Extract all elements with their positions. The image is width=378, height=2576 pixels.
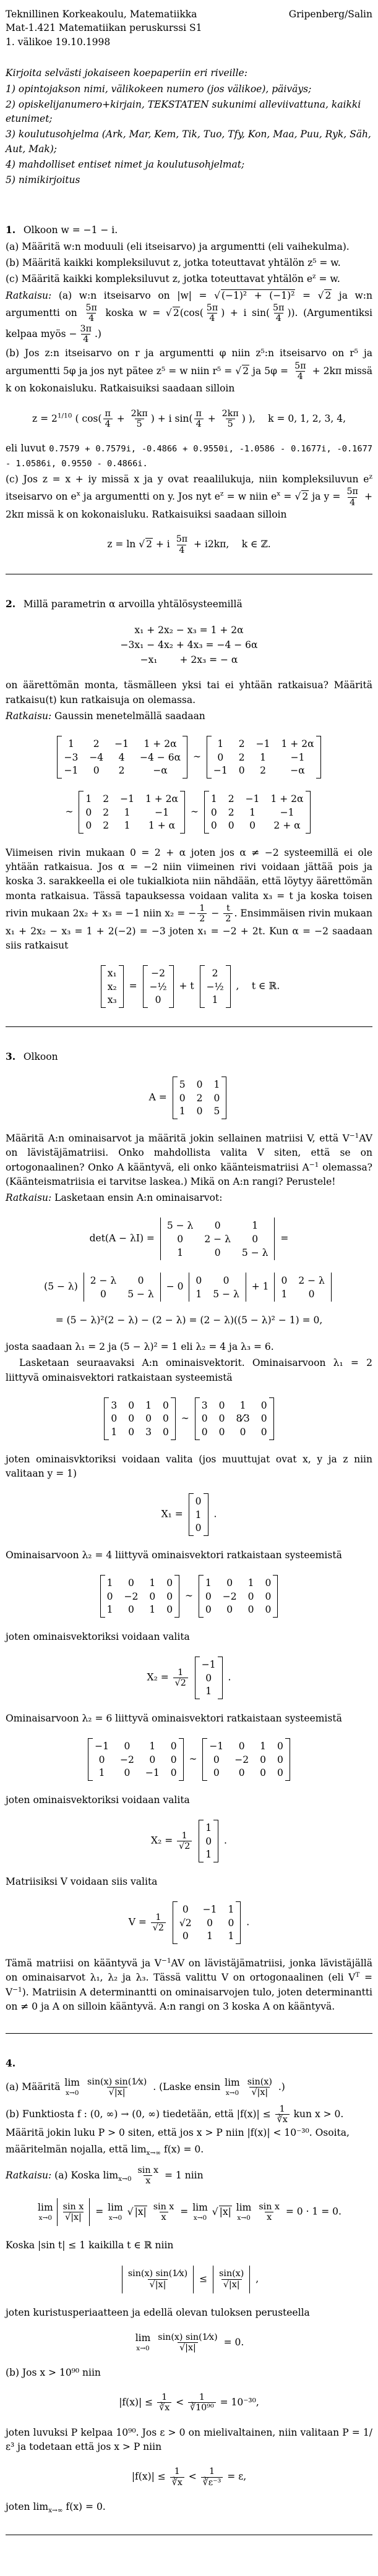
square-root: √ 2 [317,289,332,301]
display-equation: 1 2 −1 1 + 2α −3 −4 4 −4 − 6α −1 0 2 −α ∼ 1 2 −1 1 + 2α 0 2 1 −1 −1 0 2 −α [6,736,372,778]
display-equation: det(A − λI) = 5 − λ 0 1 0 2 − λ 0 1 0 5 − λ = [6,1218,372,1260]
paragraph: Matriisiksi V voidaan siis valita [6,1876,158,1888]
horizontal-rule [6,2033,372,2034]
matrix: 1 2 −1 1 + 2α 0 2 1 −1 0 0 0 2 + α [204,791,311,834]
display-equation: (5 − λ) 2 − λ 0 0 5 − λ − 0 0 0 1 5 − λ + 1 0 2 − λ 1 0 [6,1273,372,1302]
matrix: −1 0 1 0 0 −2 0 0 1 0 −1 0 [88,1738,183,1781]
square-root: √ 2 [165,307,179,318]
display-equation: x₁ x₂ x₃ = −2 −½ 0 + t 2 −½ 1 , t ∈ ℝ. [6,965,372,1008]
matrix: 1 0 1 [199,1820,218,1862]
fraction: $\frac{2k\pi}{5}$ [221,408,239,430]
display-equation: X₁ = 0 1 0 . [6,1493,372,1536]
document-header [6,7,372,49]
horizontal-rule [6,1026,372,1027]
display-equation: $\frac{\sin(x) \sin(1⁄x)}{√|x|}$ ≤ $\frac{\sin(x)}{√|x|}$ , [6,2266,372,2293]
course-title: Mat-1.421 Matematiikan peruskurssi S1 [6,22,202,34]
matrix: 1 0 1 0 0 −2 0 0 0 0 0 0 [199,1575,278,1618]
paragraph: josta saadaan λ₁ = 2 ja (5 − λ)² = 1 eli λ₂ = 4 ja λ₃ = 6. [6,1341,274,1353]
fraction: $\frac{\pi}{4}$ [194,409,203,430]
matrix: −1 0 1 [195,1657,223,1699]
fraction: $\frac{1}{\text{∛ε⁻³}}$ [201,2467,223,2488]
matrix: 1 2 −1 1 + 2α −3 −4 4 −4 − 6α −1 0 2 −α [57,736,187,778]
square-root: √ (−1)² + (−1)² [214,289,295,301]
matrix: x₁ x₂ x₃ [101,965,124,1008]
matrix: −1 0 1 0 0 −2 0 0 0 0 0 0 [202,1738,290,1781]
paragraph: Lasketaan seuraavaksi A:n ominaisvektorit. Ominaisarvoon λ₁ = 2 liittyvä ominaisvektori ratkaistaan systeemistä [6,1357,372,1383]
square-root: √ 2 [294,491,309,503]
fraction: $\frac{5\pi}{4}$ [206,302,218,324]
paragraph: Kirjoita selvästi jokaiseen koepaperiin eri riveille: [6,67,247,79]
fraction: $\frac{1}{\text{∛10⁹⁰}}$ [188,2392,216,2413]
limit: lim x→0 [38,2202,53,2222]
fraction: $\frac{1}{√2}$ [173,1668,188,1689]
paragraph: (c) Jos z = x + iy missä x ja y ovat reaalilukuja, niin kompleksiluvun $e^z$ itseisarvo on $e^x$ ja argumentti on y. Jos nyt $e^z = w$ niin $e^x$ = √ 2 ja y = $\frac{5\pi}{4}$ + 2kπ missä k on kokonaisluku. Ratkaisuiksi saadaan silloin [6,472,373,521]
fraction: $\frac{1}{∛x}$ [275,2104,290,2125]
square-root: √ 2 [139,539,152,550]
fraction: $\frac{\text{sin x}}{x}$ [137,2165,159,2186]
display-equation: X₂ = $\frac{1}{√2}$ 1 0 1 . [6,1820,372,1862]
paragraph: 2. Millä parametrin α arvoilla yhtälösysteemillä [6,598,243,610]
vertical-bar [249,2266,250,2293]
fraction: $\frac{\pi}{4}$ [103,409,112,430]
paragraph: Koska |sin t| ≤ 1 kaikilla t ∈ ℝ niin [6,2240,174,2251]
paragraph: joten ominaisvektoriksi voidaan valita [6,1794,190,1806]
display-equation: |f(x)| ≤ $\frac{1}{∛x}$ < $\frac{1}{\text{∛ε⁻³}}$ = ε, [131,2467,247,2488]
authors: Gripenberg/Salin [288,9,372,20]
vertical-bar [89,2198,90,2226]
limit: lim x→0 [192,2202,208,2222]
fraction: $\frac{1}{∛x}$ [157,2392,171,2413]
exam-date: 1. välikoe 19.10.1998 [6,36,111,48]
paragraph: on äärettömän monta, täsmälleen yksi tai ei yhtään ratkaisua? Määritä ratkaisu(t) kun ratkaisuja on olemassa. [6,680,372,706]
display-equation: V = $\frac{1}{√2}$ 0 −1 1 √2 0 0 0 1 1 . [6,1901,372,1944]
display-equation: lim x→0 $\frac{\sin(x) \sin(1⁄x)}{√|x|}$ = 0. [135,2332,244,2353]
paragraph: (a) Määritä w:n moduuli (eli itseisarvo) ja argumentti (eli vaihekulma). [6,241,350,252]
limit: lim x→0 [236,2202,252,2222]
paragraph: (b) Määritä kaikki kompleksiluvut z, jotka toteuttavat yhtälön z⁵ = w. [6,257,341,268]
determinant: 5 − λ 0 1 0 2 − λ 0 1 0 5 − λ [160,1218,275,1260]
paragraph: joten luvuksi P kelpaa 10⁹⁰. Jos ε > 0 on mielivaltainen, niin valitaan P = 1/ε³ ja todetaan että jos x > P niin [6,2426,372,2452]
square-root: √ |x| [127,2206,147,2217]
display-equation: 1 0 1 0 0 −2 0 0 1 0 1 0 ∼ 1 0 1 0 0 −2 0 0 0 0 0 0 [6,1575,372,1618]
paragraph: Määritä A:n ominaisarvot ja määritä jokin sellainen matriisi V, että $V^{-1}AV$ on lävistäjämatriisi. Onko mahdollista valita V siten, että se on ortogonaalinen? Onko A kääntyvä, eli onko käänteismatriisi $A^{-1}$ olemassa? (Käänteismatriisia ei tarvitse laskea.) Mikä on A:n rangi? Perustele! [6,1132,372,1187]
paragraph: joten kuristusperiaatteen ja edellä olevan tuloksen perusteella [6,2306,310,2318]
matrix: 1 2 −1 1 + 2α 0 2 1 −1 0 2 1 1 + α [79,791,185,834]
paragraph: eli luvut 0.7579 + 0.7579i, -0.4866 + 0.9550i, -1.0586 - 0.1677i, -0.1677 - 1.0586i, 0.9550 - 0.4866i. [6,443,372,469]
determinant: 0 0 1 5 − λ [189,1273,246,1302]
display-equation: = (5 − λ)²(2 − λ) − (2 − λ) = (2 − λ)((5 − λ)² − 1) = 0, [55,1315,323,1326]
display-equation: |f(x)| ≤ $\frac{1}{∛x}$ < $\frac{1}{\text{∛10⁹⁰}}$ = 10⁻³⁰, [119,2392,259,2413]
matrix: 3 0 1 0 0 0 8⁄3 0 0 0 0 0 [195,1397,274,1440]
fraction: $\frac{\text{sin x}}{x}$ [259,2202,280,2223]
fraction: $\frac{\sin(x) \sin(1⁄x)}{√|x|}$ [87,2076,147,2098]
paragraph: 2) opiskelijanumero+kirjain, TEKSTATEN sukunimi alleviivattuna, kaikki etunimet; [6,98,361,125]
paragraph: 1) opintojakson nimi, välikokeen numero (jos välikoe), päiväys; [6,83,312,95]
paragraph: 3. Olkoon [6,1050,58,1062]
vertical-bar [57,2198,58,2226]
equation-system: x₁ + 2x₂ − x₃ = 1 + 2α −3x₁ − 4x₂ + 4x₃ = −4 − 6α −x₁ + 2x₃ = − α [120,625,258,666]
fraction: $\frac{\sin(x)}{√|x|}$ [219,2269,244,2290]
display-equation: $z = 2^{1/10}$ ( cos( $\frac{\pi}{4}$ + $\frac{2k\pi}{5}$ ) + i sin( $\frac{\pi}{4}$ + $\frac{2k\pi}{5}$ ) ), k = 0, 1, 2, 3, 4, [32,408,346,430]
display-equation: A = 5 0 1 0 2 0 1 0 5 [6,1077,372,1119]
paragraph: Ratkaisu: (a) Koska $\lim_{x\to 0}$ $\frac{\text{sin x}}{x}$ = 1 niin [6,2165,204,2186]
display-equation: X₂ = $\frac{1}{√2}$ −1 0 1 . [6,1657,372,1699]
paragraph: 4) mahdolliset entiset nimet ja koulutusohjelmat; [6,158,245,170]
paragraph: 5) nimikirjoitus [6,174,80,186]
matrix: 2 −½ 1 [200,965,231,1008]
header-spacer [6,49,372,65]
display-equation: 3 0 1 0 0 0 0 0 1 0 3 0 ∼ 3 0 1 0 0 0 8⁄3 0 0 0 0 0 [6,1397,372,1440]
paragraph: joten $\lim_{x\to\infty} f(x) = 0$. [6,2501,106,2515]
document-content [6,66,372,2535]
spacer [6,189,372,221]
matrix: −2 −½ 0 [143,965,174,1008]
paragraph: joten ominaisvktoriksi voidaan valita (jos muuttujat ovat x, y ja z niin valitaan y = 1) [6,1453,372,1479]
square-root: √ |x| [212,2206,231,2217]
fraction: $\frac{5\pi}{4}$ [294,360,306,382]
paragraph: Tämä matriisi on kääntyvä ja $V^{-1}AV$ on lävistäjämatriisi, jonka lävistäjällä on ominaisarvot λ₁, λ₂ ja λ₃. Tässä valittu V on ortogonaalinen (eli $V^T = V^{-1}$). Matriisin A determinantti on ominaisarvojen tulo, joten determinantti on ≠ 0 ja A on silloin kääntyvä. A:n rangi on 3 koska A on kääntyvä. [6,1957,372,2013]
paragraph: Ominaisarvoon λ₂ = 6 liittyvä ominaisvektori ratkaistaan systeemistä [6,1712,342,1724]
fraction: $\frac{\text{sin x}}{x}$ [153,2202,174,2223]
display-equation: ∼ 1 2 −1 1 + 2α 0 2 1 −1 0 2 1 1 + α ∼ 1 2 −1 1 + 2α 0 2 1 −1 0 0 0 2 + α [6,791,372,834]
limit: lim x→0 [108,2202,123,2222]
fraction: $\frac{2k\pi}{5}$ [131,408,148,430]
paragraph: Ratkaisu: (a) w:n itseisarvo on |w| = √ (−1)² + (−1)² = √ 2 ja w:n argumentti on $\frac{5\pi}{4}$ koska w = √ 2(cos( $\frac{5\pi}{4}$ ) + i sin( $\frac{5\pi}{4}$ )). (Argumentiksi kelpaa myös − $\frac{3\pi}{4}$ .) [6,289,372,344]
paragraph: (b) Jos z:n itseisarvo on r ja argumentti φ niin z⁵:n itseisarvo on r⁵ ja argumentti 5φ ja jos nyt pätee z⁵ = w niin r⁵ = √ 2 ja 5φ = $\frac{5\pi}{4}$ + 2kπ missä k on kokonaisluku. Ratkaisuiksi saadaan silloin [6,348,372,395]
limit: lim x→0 [135,2332,151,2352]
paragraph: joten ominaisvektoriksi voidaan valita [6,1631,190,1642]
display-equation: z = ln √ 2 + i $\frac{5\pi}{4}$ + i2kπ, k ∈ ℤ. [107,534,271,555]
paragraph: Viimeisen rivin mukaan 0 = 2 + α joten jos α ≠ −2 systeemillä ei ole yhtään ratkaisua. Jos α = −2 niin viimeinen rivi voidaan jättää pois ja koska 3. sarakkeella ei ole tukialkiota niin nähdään, että löytyy äärettömän monta ratkaisua. Tässä tapauksessa voidaan valita x₃ = t ja koska toisen rivin mukaan 2x₂ + x₃ = −1 niin x₂ = − $\frac{1}{2}$ − $\frac{t}{2}$ . Ensimmäisen rivin mukaan x₁ + 2x₂ − x₃ = 1 + 2(−2) = −3 joten x₁ = −2 + 2t. Kun α = −2 saadaan siis ratkaisut [6,847,372,951]
fraction: $\frac{t}{2}$ [223,903,233,924]
fraction: $\frac{1}{∛x}$ [170,2467,184,2488]
fraction: $\frac{\sin(x)}{√|x|}$ [247,2076,272,2098]
display-equation: lim x→0 $\frac{\text{sin x}}{√|x|}$ = lim x→0 √ |x| $\frac{\text{sin x}}{x}$ = lim x→0 √ |x| lim x→0 $\frac{\text{sin x}}{x}$ = 0 · 1 = 0. [6,2198,372,2226]
determinant: 0 2 − λ 1 0 [274,1273,331,1302]
paragraph: Ratkaisu: Lasketaan ensin A:n ominaisarvot: [6,1192,223,1204]
display-equation: −1 0 1 0 0 −2 0 0 1 0 −1 0 ∼ −1 0 1 0 0 −2 0 0 0 0 0 0 [6,1738,372,1781]
fraction: $\frac{1}{√2}$ [151,1913,166,1934]
paragraph: Ominaisarvoon λ₂ = 4 liittyvä ominaisvektori ratkaistaan systeemistä [6,1549,342,1561]
fraction: $\frac{\sin(x) \sin(1⁄x)}{√|x|}$ [158,2332,218,2353]
institution-name: Teknillinen Korkeakoulu, Matematiikka [6,9,197,20]
square-root: √ 2 [235,365,249,377]
paragraph: (b) Funktiosta f : (0, ∞) → (0, ∞) tiedetään, että |f(x)| ≤ $\frac{1}{∛x}$ kun x > 0. Määritä jokin luku P > 0 siten, että jos x > P niin |f(x)| < 10⁻³⁰. Osoita, määritelmän nojalla, että $\lim_{x\to\infty} f(x) = 0$. [6,2104,350,2157]
matrix: 0 1 0 [189,1493,208,1536]
fraction: $\frac{1}{2}$ [197,903,207,924]
vertical-bar [193,2266,194,2293]
fraction: $\frac{5\pi}{4}$ [85,302,97,324]
paragraph: 1. Olkoon w = −1 − i. [6,224,118,236]
paragraph: (c) Määritä kaikki kompleksiluvut z, jotka toteuttavat yhtälön $e^z = w$. [6,273,340,285]
matrix: 1 0 1 0 0 −2 0 0 1 0 1 0 [100,1575,179,1618]
fraction: $\frac{5\pi}{4}$ [176,534,188,555]
fraction: $\frac{\sin(x) \sin(1⁄x)}{√|x|}$ [127,2269,188,2290]
paragraph: (b) Jos x > 10⁹⁰ niin [6,2366,101,2378]
matrix: 0 −1 1 √2 0 0 0 1 1 [173,1901,241,1944]
fraction: $\frac{5\pi}{4}$ [346,487,358,508]
limit: lim x→0 [64,2077,80,2097]
paragraph: (a) Määritä lim x→0 $\frac{\sin(x) \sin(1⁄x)}{√|x|}$ . (Laske ensin lim x→0 $\frac{\sin(x)}{√|x|}$ .) [6,2076,285,2098]
paragraph: Ratkaisu: Gaussin menetelmällä saadaan [6,710,205,722]
limit: lim x→0 [225,2077,240,2097]
fraction: $\frac{\text{sin x}}{√|x|}$ [62,2202,84,2223]
fraction: $\frac{1}{√2}$ [177,1831,192,1852]
matrix: 3 0 1 0 0 0 0 0 1 0 3 0 [104,1397,176,1440]
paragraph: 4. [6,2057,16,2069]
matrix: 5 0 1 0 2 0 1 0 5 [173,1077,227,1119]
determinant: 2 − λ 0 0 5 − λ [84,1273,161,1302]
fraction: $\frac{5\pi}{4}$ [273,302,285,324]
paragraph: 3) koulutusohjelma (Ark, Mar, Kem, Tik, Tuo, Tfy, Kon, Maa, Puu, Ryk, Säh, Aut, Mak); [6,129,371,155]
matrix: 1 2 −1 1 + 2α 0 2 1 −1 −1 0 2 −α [207,736,321,778]
fraction: $\frac{3\pi}{4}$ [80,323,92,344]
